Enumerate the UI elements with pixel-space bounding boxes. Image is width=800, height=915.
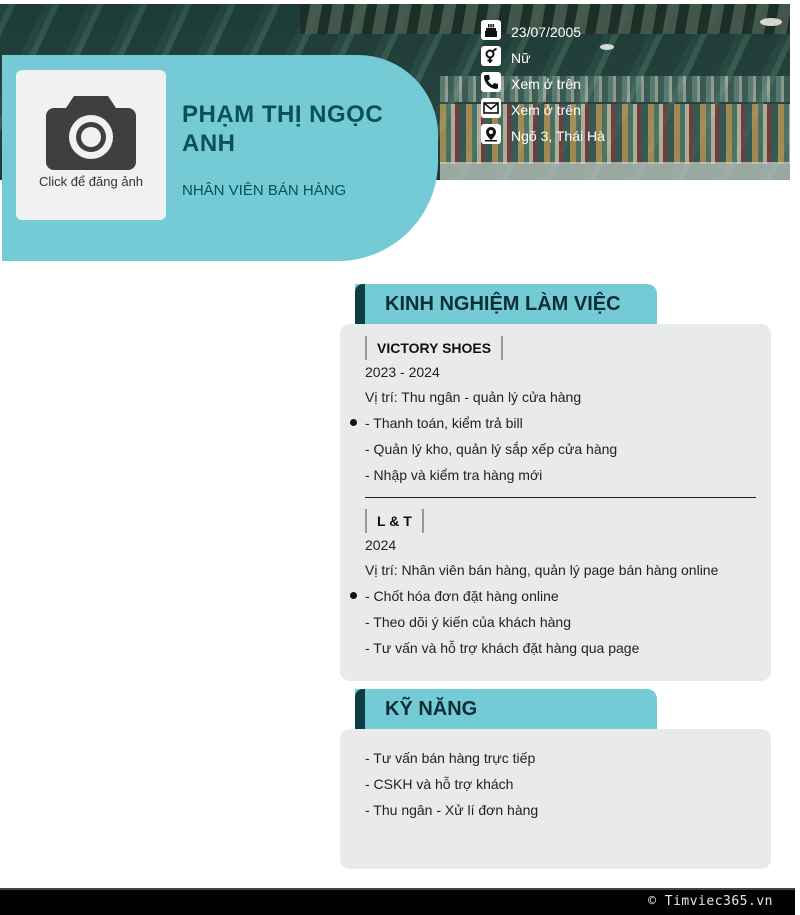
job-duty: - Tư vấn và hỗ trợ khách đặt hàng qua page	[365, 640, 640, 656]
contact-phone	[481, 72, 781, 94]
job-period: 2024	[365, 537, 397, 553]
job-period: 2023 - 2024	[365, 364, 440, 380]
phone-text: Xem ở trên	[511, 76, 581, 92]
experience-section-header	[355, 284, 657, 326]
location-pin-icon	[481, 124, 501, 144]
phone-icon	[481, 72, 501, 92]
contact-address	[481, 124, 781, 146]
job-duty: - Quản lý kho, quản lý sắp xếp cửa hàng	[365, 441, 618, 457]
job-duty: - Nhập và kiểm tra hàng mới	[365, 467, 543, 483]
job-company: VICTORY SHOES	[365, 336, 503, 360]
contact-birthday	[481, 20, 781, 42]
cake-icon	[481, 20, 501, 40]
email-text: Xem ở trên	[511, 102, 581, 118]
experience-section-title: KINH NGHIỆM LÀM VIỆC	[385, 293, 621, 315]
skills-section-title: KỸ NĂNG	[385, 698, 478, 720]
camera-icon	[46, 92, 136, 170]
skills-section-body	[340, 729, 771, 869]
photo-upload[interactable]	[16, 70, 166, 220]
skills-section-header	[355, 689, 657, 731]
envelope-icon	[481, 98, 501, 118]
footer-bar	[0, 888, 795, 915]
birthday-text: 23/07/2005	[511, 24, 582, 40]
address-text: Ngõ 3, Thái Hà	[511, 128, 605, 144]
skill-item: - Thu ngân - Xử lí đơn hàng	[365, 802, 539, 818]
footer-copyright: © Timviec365.vn	[648, 894, 773, 909]
gender-icon	[481, 46, 501, 66]
photo-upload-label: Click để đăng ảnh	[38, 174, 144, 189]
job-position: Vị trí: Nhân viên bán hàng, quản lý page bán hàng online	[365, 562, 719, 578]
experience-section-body	[340, 324, 771, 681]
job-duty: - Theo dõi ý kiến của khách hàng	[365, 614, 571, 630]
bullet-icon	[350, 592, 357, 599]
job-duty: - Thanh toán, kiểm trả bill	[365, 415, 523, 431]
skill-item: - Tư vấn bán hàng trực tiếp	[365, 750, 536, 766]
bullet-icon	[350, 419, 357, 426]
job-divider	[365, 497, 756, 498]
candidate-name: PHẠM THỊ NGỌC ANH	[182, 101, 384, 157]
contact-email	[481, 98, 781, 120]
candidate-job-title: NHÂN VIÊN BÁN HÀNG	[182, 182, 347, 199]
contact-gender	[481, 46, 781, 68]
job-position: Vị trí: Thu ngân - quản lý cửa hàng	[365, 389, 582, 405]
gender-text: Nữ	[511, 50, 531, 66]
job-duty: - Chốt hóa đơn đặt hàng online	[365, 588, 559, 604]
job-company: L & T	[365, 509, 424, 533]
skill-item: - CSKH và hỗ trợ khách	[365, 776, 514, 792]
